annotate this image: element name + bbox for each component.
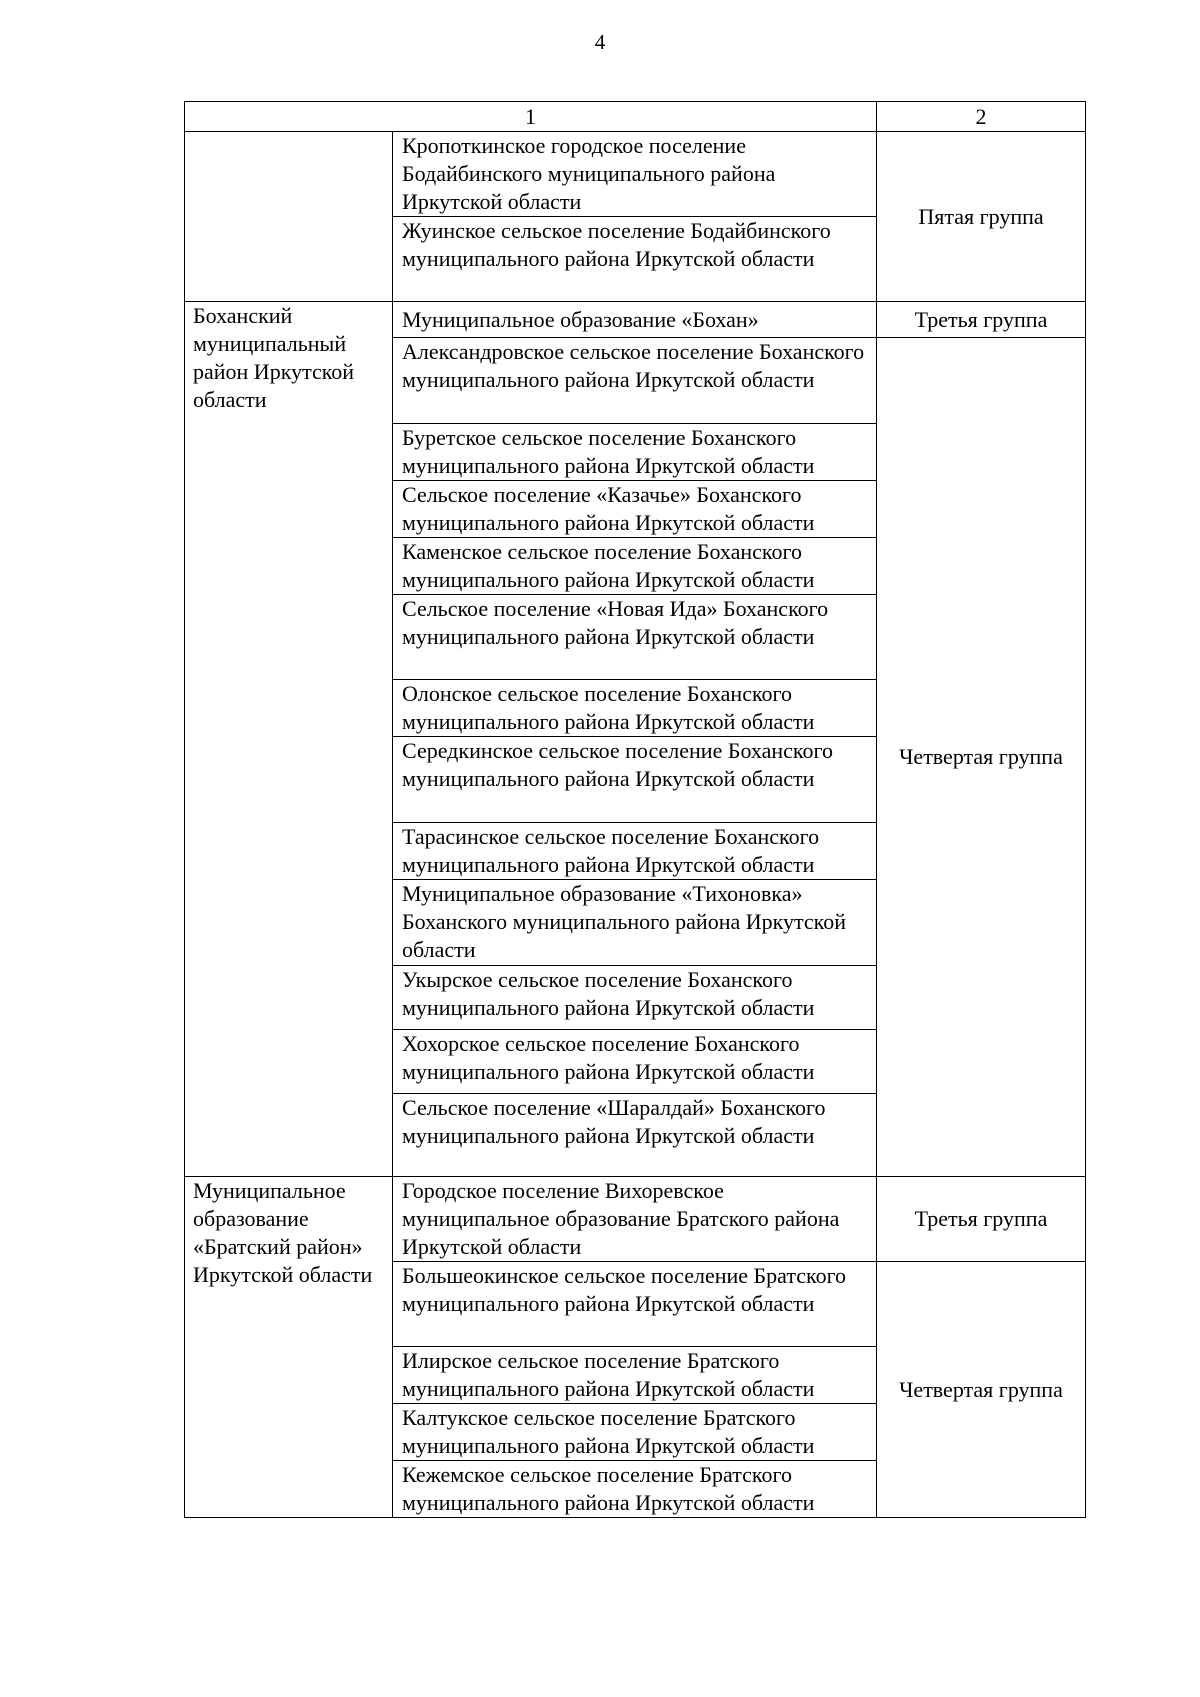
settlement-cell: Кежемское сельское поселение Братского муниципального района Иркутской области: [393, 1461, 877, 1518]
settlement-cell: Калтукское сельское поселение Братского муниципального района Иркутской области: [393, 1404, 877, 1461]
settlement-cell: Жуинское сельское поселение Бодайбинского муниципального района Иркутской области: [393, 217, 877, 302]
settlement-cell: Илирское сельское поселение Братского муниципального района Иркутской области: [393, 1347, 877, 1404]
table-row: [185, 1177, 1086, 1262]
settlement-cell: Кропоткинское городское поселение Бодайбинского муниципального района Иркутской области: [393, 132, 877, 217]
page-number: 4: [594, 30, 606, 54]
settlement-cell: Буретское сельское поселение Боханского муниципального района Иркутской области: [393, 424, 877, 481]
settlement-cell: Середкинское сельское поселение Боханского муниципального района Иркутской области: [393, 737, 877, 823]
column-1-header: 1: [185, 102, 877, 132]
settlement-cell: Укырское сельское поселение Боханского муниципального района Иркутской области: [393, 966, 877, 1030]
group-cell: Третья группа: [877, 302, 1086, 338]
table-header-row: [185, 102, 1086, 132]
group-cell: Пятая группа: [877, 132, 1086, 302]
settlement-cell: Большеокинское сельское поселение Братского муниципального района Иркутской области: [393, 1262, 877, 1347]
group-cell: Четвертая группа: [877, 1262, 1086, 1518]
settlement-cell: Городское поселение Вихоревское муниципальное образование Братского района Иркутской области: [393, 1177, 877, 1262]
settlement-cell: Александровское сельское поселение Боханского муниципального района Иркутской области: [393, 338, 877, 424]
group-cell: Третья группа: [877, 1177, 1086, 1262]
municipal-groups-table: [184, 101, 1086, 1518]
settlement-cell: Олонское сельское поселение Боханского муниципального района Иркутской области: [393, 680, 877, 737]
settlement-cell: Сельское поселение «Казачье» Боханского муниципального района Иркутской области: [393, 481, 877, 538]
table-row: [185, 132, 1086, 217]
district-name-cell: Муниципальное образование «Братский район» Иркутской области: [185, 1177, 393, 1518]
settlement-cell: Тарасинское сельское поселение Боханского муниципального района Иркутской области: [393, 823, 877, 880]
group-cell: Четвертая группа: [877, 338, 1086, 1177]
settlement-cell: Сельское поселение «Новая Ида» Боханского муниципального района Иркутской области: [393, 595, 877, 680]
settlement-cell: Сельское поселение «Шаралдай» Боханского муниципального района Иркутской области: [393, 1094, 877, 1177]
district-name-cell: [185, 132, 393, 302]
settlement-cell: Каменское сельское поселение Боханского муниципального района Иркутской области: [393, 538, 877, 595]
district-name-cell: Боханский муниципальный район Иркутской области: [185, 302, 393, 1177]
settlement-cell: Хохорское сельское поселение Боханского муниципального района Иркутской области: [393, 1030, 877, 1094]
table-row: [185, 302, 1086, 338]
settlement-cell: Муниципальное образование «Тихоновка» Боханского муниципального района Иркутской области: [393, 880, 877, 966]
settlement-cell: Муниципальное образование «Бохан»: [393, 302, 877, 338]
column-2-header: 2: [877, 102, 1086, 132]
